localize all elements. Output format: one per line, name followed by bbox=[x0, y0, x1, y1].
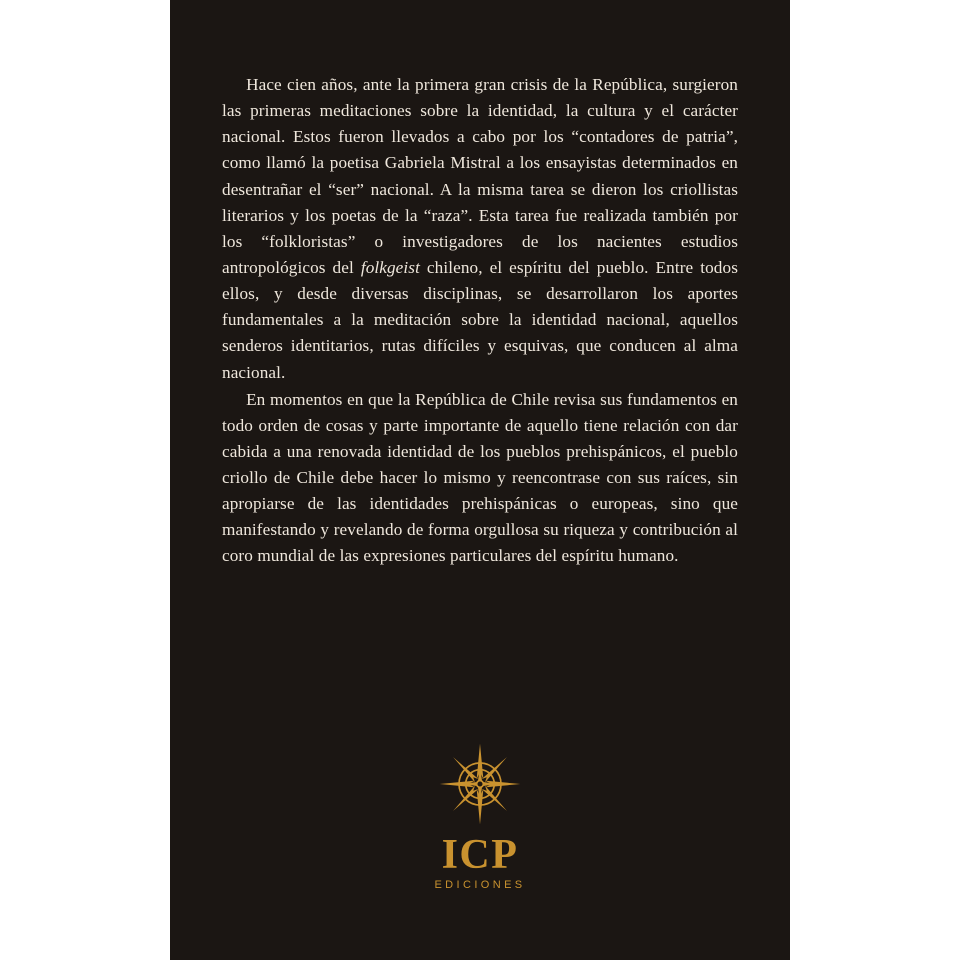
publisher-subtitle: EDICIONES bbox=[434, 879, 526, 891]
compass-rose-icon bbox=[438, 742, 522, 826]
blurb-paragraph-1-text-a: Hace cien años, ante la primera gran crisis de la República, surgieron las primeras meditaciones sobre la identidad, la cultura y el carácter nacional. Estos fueron llevados a cabo por los “contadores de patria”, como llamó la poetisa Gabriela Mistral a los ensayistas determinados en desentrañar el “ser” nacional. A la misma tarea se dieron los criollistas literarios y los poetas de la “raza”. Esta tarea fue realizada también por los “folkloristas” o investigadores de los nacientes estudios antropológicos del bbox=[222, 75, 738, 277]
back-cover-blurb bbox=[222, 72, 738, 570]
blurb-paragraph-1-text-b: chileno, el espíritu del pueblo. Entre todos ellos, y desde diversas disciplinas, se desarrollaron los aportes fundamentales a la meditación sobre la identidad nacional, aquellos senderos identitarios, rutas difíciles y esquivas, que conducen al alma nacional. bbox=[222, 257, 738, 382]
blurb-paragraph-2: En momentos en que la República de Chile revisa sus fundamentos en todo orden de cosas y parte importante de aquello tiene relación con dar cabida a una renovada identidad de los pueblos prehispánicos, el pueblo criollo de Chile debe hacer lo mismo y reencontrase con sus raíces, sin apropiarse de las identidades prehispánicas o europeas, sino que manifestando y revelando de forma orgullosa su riqueza y contribución al coro mundial de las expresiones particulares del espíritu humano. bbox=[222, 389, 738, 566]
publisher-logo bbox=[170, 742, 790, 891]
publisher-name: ICP bbox=[441, 832, 519, 878]
book-back-cover bbox=[170, 0, 790, 960]
blurb-paragraph-1 bbox=[222, 72, 738, 386]
blurb-italic-term: folkgeist bbox=[360, 257, 420, 277]
